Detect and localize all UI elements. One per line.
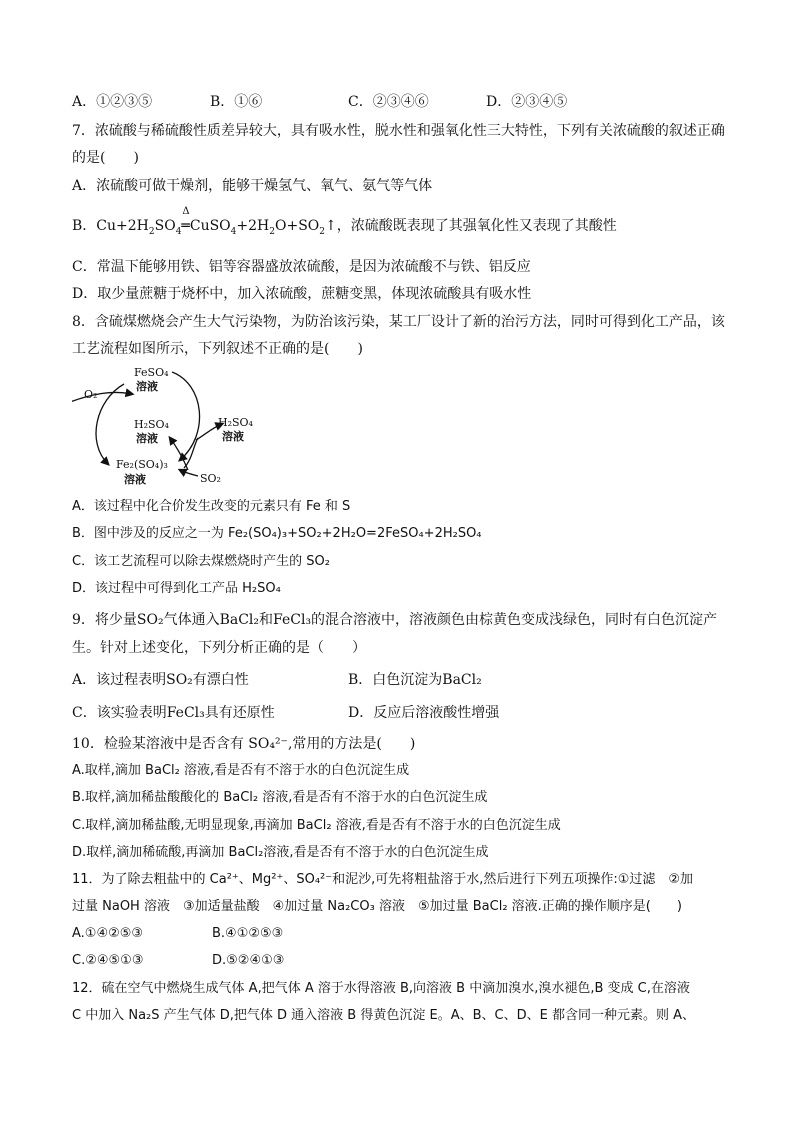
q10-option-a: A.取样,滴加 BaCl₂ 溶液,看是否有不溶于水的白色沉淀生成 <box>72 763 410 778</box>
q11-stem-line1: 11．为了除去粗盐中的 Ca²⁺、Mg²⁺、SO₄²⁻和泥沙,可先将粗盐溶于水,然后进行下列五项操作:①过滤 ②加 <box>72 872 694 887</box>
diagram-feso4-label: FeSO₄ <box>134 366 169 379</box>
q6-option-a: A．①②③⑤ <box>72 94 153 110</box>
q9-option-b: B．白色沉淀为BaCl₂ <box>348 672 482 688</box>
q9-stem-line2: 生。针对上述变化，下列分析正确的是（ ） <box>72 640 366 656</box>
q7-option-c: C．常温下能够用铁、铝等容器盛放浓硫酸，是因为浓硫酸不与铁、铝反应 <box>72 259 531 275</box>
q7-stem-line2: 的是( ) <box>72 150 139 166</box>
diagram-h2so4-inner-label: H₂SO₄ <box>134 418 169 431</box>
q11-stem-line2: 过量 NaOH 溶液 ③加适量盐酸 ④加过量 Na₂CO₃ 溶液 ⑤加过量 BaCl₂ 溶液.正确的操作顺序是( ) <box>72 899 682 914</box>
q7-option-b-label: B． <box>72 218 97 234</box>
q7-option-d: D．取少量蔗糖于烧杯中，加入浓硫酸，蔗糖变黑，体现浓硫酸具有吸水性 <box>72 286 532 302</box>
process-flow-diagram <box>72 364 272 492</box>
q11-option-c: C.②④⑤①③ <box>72 953 144 968</box>
q7-option-b <box>72 206 617 237</box>
so2-inlet-arrow <box>180 470 198 476</box>
q10-option-b: B.取样,滴加稀盐酸酸化的 BaCl₂ 溶液,看是否有不溶于水的白色沉淀生成 <box>72 790 488 805</box>
diagram-h2so4-inner-solution: 溶液 <box>136 432 158 445</box>
q7-equation: $Cu+2H_2SO_4$ Δ $═CuSO_4+2H_2O+SO_2↑$ <box>96 206 337 237</box>
q10-option-d: D.取样,滴加稀硫酸,再滴加 BaCl₂溶液,看是否有不溶于水的白色沉淀生成 <box>72 845 489 860</box>
o2-inlet-arrow <box>72 392 132 402</box>
diagram-fe2so43-label: Fe₂(SO₄)₃ <box>116 458 168 471</box>
q11-option-d: D.⑤②④①③ <box>212 953 285 968</box>
q8-option-b: B．图中涉及的反应之一为 Fe₂(SO₄)₃+SO₂+2H₂O=2FeSO₄+2H₂SO₄ <box>72 526 482 541</box>
q7-stem-line1: 7．浓硫酸与稀硫酸性质差异较大，具有吸水性，脱水性和强氧化性三大特性，下列有关浓硫酸的叙述正确 <box>72 123 725 139</box>
q7-option-b-tail: ，浓硫酸既表现了其强氧化性又表现了其酸性 <box>336 218 617 234</box>
q6-option-b: B．①⑥ <box>210 94 263 110</box>
diagram-so2-label: SO₂ <box>200 472 221 485</box>
q6-option-d: D．②③④⑤ <box>486 94 568 110</box>
q9-option-d: D．反应后溶液酸性增强 <box>348 705 500 721</box>
q11-option-a: A.①④②⑤③ <box>72 926 144 941</box>
diagram-o2-label: O₂ <box>84 388 98 401</box>
q6-option-c: C．②③④⑥ <box>348 94 429 110</box>
diagram-feso4-solution: 溶液 <box>136 380 158 393</box>
q11-option-b: B.④①②⑤③ <box>212 926 284 941</box>
q9-stem-line1: 9．将少量SO₂气体通入BaCl₂和FeCl₃的混合溶液中，溶液颜色由棕黄色变成浅绿色，同时有白色沉淀产 <box>72 612 718 628</box>
q8-option-a: A．该过程中化合价发生改变的元素只有 Fe 和 S <box>72 499 351 514</box>
diagram-h2so4-outer-label: H₂SO₄ <box>218 416 253 429</box>
q7-option-a: A．浓硫酸可做干燥剂，能够干燥氢气、氧气、氨气等气体 <box>72 178 433 194</box>
q12-stem-line2: C 中加入 Na₂S 产生气体 D,把气体 D 通入溶液 B 得黄色沉淀 E。A、B、C、D、E 都含同一种元素。则 A、 <box>72 1008 695 1023</box>
diagram-fe2so43-solution: 溶液 <box>124 473 146 486</box>
q8-option-d: D．该过程中可得到化工产品 H₂SO₄ <box>72 581 281 596</box>
q8-stem-line1: 8．含硫煤燃烧会产生大气污染物，为防治该污染，某工厂设计了新的治污方法，同时可得到化工产品，该 <box>72 314 725 330</box>
q8-stem-line2: 工艺流程如图所示，下列叙述不正确的是( ) <box>72 341 363 357</box>
diagram-h2so4-outer-solution: 溶液 <box>222 430 244 443</box>
cycle-left-arrow <box>96 384 124 464</box>
q9-option-a: A．该过程表明SO₂有漂白性 <box>72 672 249 688</box>
q10-option-c: C.取样,滴加稀盐酸,无明显现象,再滴加 BaCl₂ 溶液,看是否有不溶于水的白色沉淀生成 <box>72 818 561 833</box>
q12-stem-line1: 12．硫在空气中燃烧生成气体 A,把气体 A 溶于水得溶液 B,向溶液 B 中滴加溴水,溴水褪色,B 变成 C,在溶液 <box>72 981 690 996</box>
q10-stem: 10．检验某溶液中是否含有 SO₄²⁻,常用的方法是( ) <box>72 736 416 752</box>
q9-option-c: C．该实验表明FeCl₃具有还原性 <box>72 705 275 721</box>
q8-option-c: C．该工艺流程可以除去煤燃烧时产生的 SO₂ <box>72 554 330 569</box>
